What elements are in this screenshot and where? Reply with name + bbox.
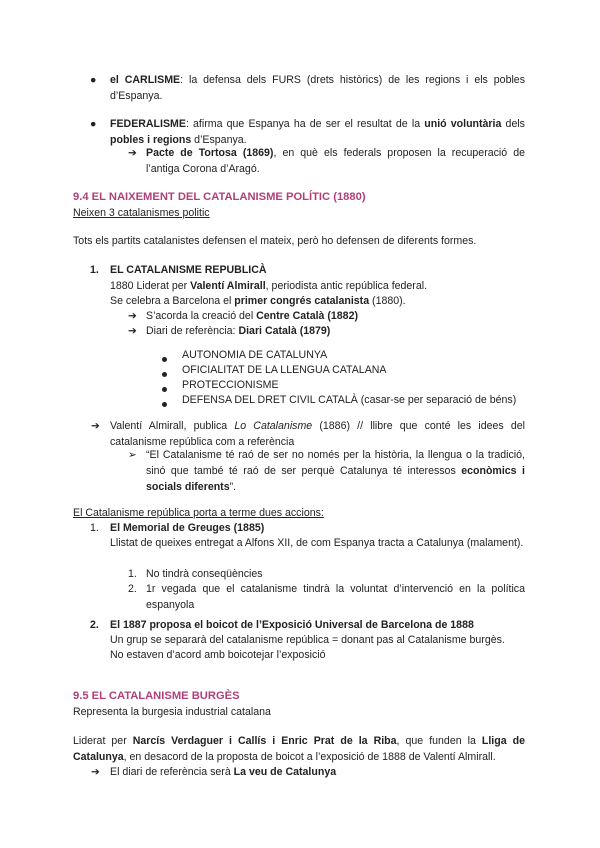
- pacte-tortosa-text: , en què els federals proposen la recuperació de l’antiga Corona d’Aragó.: [146, 147, 525, 175]
- carlisme-term: el CARLISME: [110, 74, 181, 86]
- book-title: Lo Catalanisme: [234, 420, 313, 432]
- federalisme-term: FEDERALISME: [110, 118, 186, 130]
- section-95-subtitle: Representa la burgesia industrial catalana: [73, 706, 271, 718]
- pacte-tortosa-title: Pacte de Tortosa (1869): [146, 147, 274, 159]
- almirall-line: 1880 Liderat per Valentí Almirall, periodista antic república federal.: [110, 280, 428, 292]
- congres-name: primer congrés catalanista: [234, 295, 370, 307]
- boicot-title: El 1887 proposa el boicot de l’Exposició Universal de Barcelona de 1888: [110, 619, 474, 631]
- section-94-title: 9.4 EL NAIXEMENT DEL CATALANISME POLÍTIC (1880): [73, 191, 366, 203]
- federalisme-paragraph: [110, 116, 525, 148]
- congres-line: Se celebra a Barcelona el primer congrés catalanista (1880).: [110, 295, 406, 307]
- list-item: AUTONOMIA DE CATALUNYA: [182, 349, 328, 361]
- accions-heading: El Catalanisme república porta a terme dues accions:: [73, 507, 324, 519]
- pacte-tortosa-paragraph: [146, 145, 525, 177]
- almirall-name: Valentí Almirall: [190, 280, 266, 292]
- founders: Narcís Verdaguer i Callís i Enric Prat de la Riba: [132, 735, 397, 747]
- centre-catala: Centre Català (1882): [256, 310, 358, 322]
- federalisme-text: dels: [501, 118, 525, 130]
- diari-catala: Diari Català (1879): [238, 325, 331, 337]
- list-item: OFICIALITAT DE LA LLENGUA CATALANA: [182, 364, 387, 376]
- memorial-text: Llistat de queixes entregat a Alfons XII, de com Espanya tracta a Catalunya (malament).: [110, 537, 524, 549]
- centre-catala-line: S’acorda la creació del Centre Català (1882): [146, 310, 358, 322]
- catalanisme-republica-title: EL CATALANISME REPUBLICÀ: [110, 264, 267, 276]
- list-item: No tindrà conseqüències: [146, 568, 263, 580]
- bullet-icon: [162, 381, 167, 397]
- list-item: 1r vegada que el catalanisme tindrà la voluntat d’intervenció en la política espanyola: [146, 583, 525, 611]
- arrow-icon: ➔: [128, 325, 137, 337]
- boicot-line: Un grup se separarà del catalanisme república = donant pas al Catalanisme burgès.: [110, 634, 505, 646]
- veu-catalunya: La veu de Catalunya: [233, 766, 337, 778]
- arrow-icon: ➔: [128, 147, 137, 159]
- federalisme-bold: unió voluntària: [424, 118, 502, 130]
- list-item: DEFENSA DEL DRET CIVIL CATALÀ (casar-se per separació de béns): [182, 394, 517, 406]
- federalisme-text: : afirma que Espanya ha de ser el resultat de la: [185, 118, 425, 130]
- lliga-paragraph: Liderat per Narcís Verdaguer i Callís i Enric Prat de la Riba, que funden la Lliga de Catalunya, en desacord de la proposta de boicot a l’exposició de 1888 de Valentí Almirall.: [73, 735, 525, 763]
- arrow-icon: ➔: [91, 766, 100, 778]
- item-number: 1.: [90, 264, 99, 276]
- lo-catalanisme-paragraph: Valentí Almirall, publica Lo Catalanisme (1886) // llibre que conté les idees del catalanisme república com a referència: [110, 420, 526, 448]
- item-number: 1.: [90, 522, 99, 534]
- section-95-title: 9.5 EL CATALANISME BURGÈS: [73, 690, 240, 702]
- item-number: 1.: [128, 568, 137, 580]
- bullet-icon: ●: [90, 74, 97, 86]
- lliga-name: Lliga de Catalunya: [73, 735, 525, 763]
- memorial-title: El Memorial de Greuges (1885): [110, 522, 265, 534]
- bullet-icon: [162, 351, 167, 367]
- quote-paragraph: “El Catalanisme té raó de ser no només per la història, la llengua o la tradició, sinó que també té raó de ser perquè Catalunya té interessos econòmics i socials diferents”.: [146, 449, 525, 493]
- federalisme-bold: pobles i regions: [110, 134, 192, 146]
- arrow-icon: ➔: [91, 420, 100, 432]
- diari-catala-line: Diari de referència: Diari Català (1879): [146, 325, 331, 337]
- carlisme-paragraph: [110, 72, 525, 104]
- federalisme-text: d’Espanya.: [191, 134, 247, 146]
- item-number: 2.: [90, 619, 99, 631]
- arrow-icon: ➔: [128, 310, 137, 322]
- boicot-line: No estaven d’acord amb boicotejar l’exposició: [110, 649, 326, 661]
- list-item: PROTECCIONISME: [182, 379, 279, 391]
- chevron-icon: ➢: [128, 449, 137, 461]
- bullet-icon: [162, 396, 167, 412]
- bullet-icon: [162, 366, 167, 382]
- quote-bold: econòmics i socials diferents: [146, 465, 525, 493]
- bullet-icon: ●: [90, 118, 97, 130]
- item-number: 2.: [128, 583, 137, 595]
- section-94-subtitle: Neixen 3 catalanismes politic: [73, 207, 210, 219]
- section-94-intro: Tots els partits catalanistes defensen el mateix, però ho defensen de diferents formes.: [73, 235, 477, 247]
- carlisme-text: : la defensa dels FURS (drets històrics) de les regions i els pobles d’Espanya.: [110, 74, 525, 102]
- veu-catalunya-line: El diari de referència serà La veu de Catalunya: [110, 766, 337, 778]
